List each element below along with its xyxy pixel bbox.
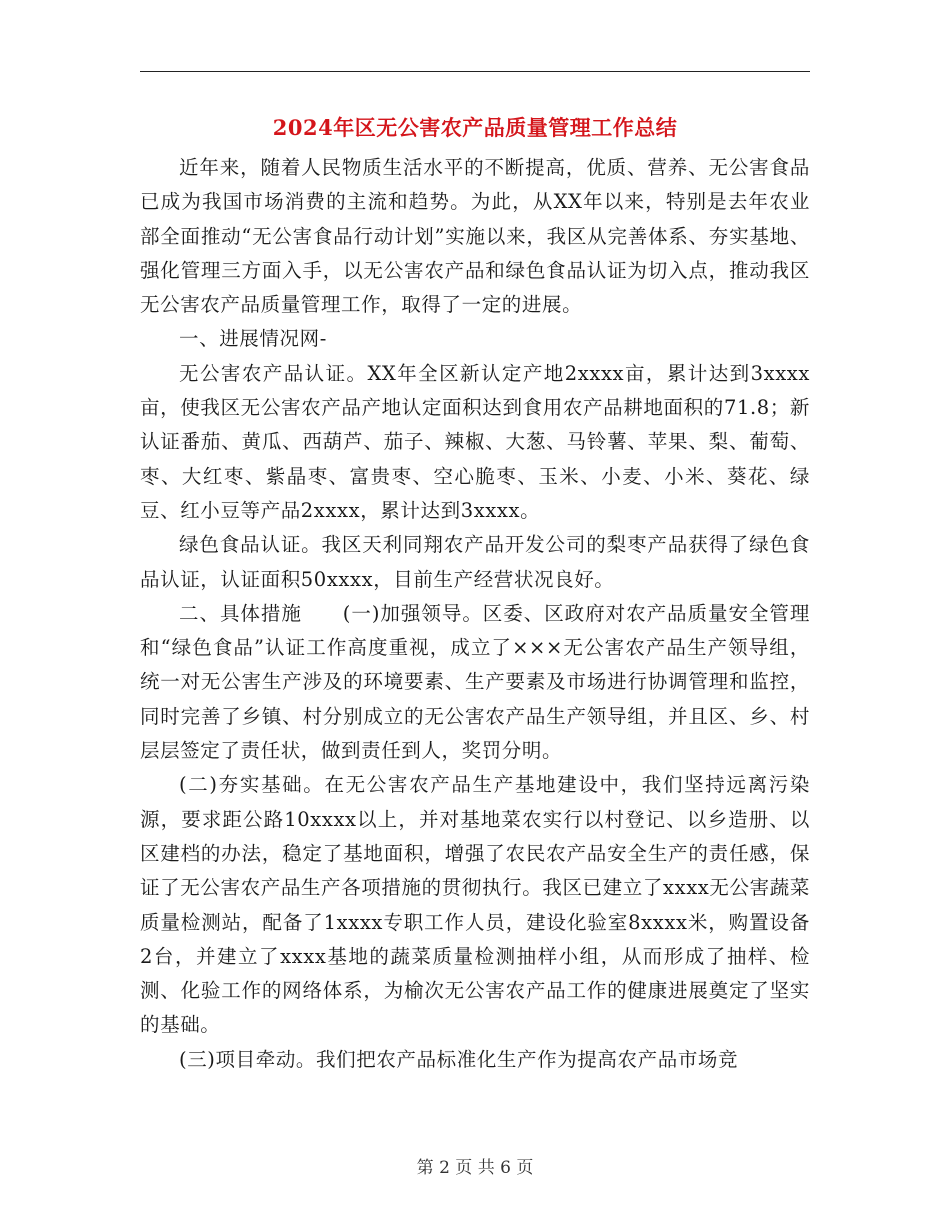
- section-heading-progress: 一、进展情况网-: [179, 327, 327, 351]
- paragraph-measures-leadership: 二、具体措施 (一)加强领导。区委、区政府对农产品质量安全管理和“绿色食品”认证工作高度重视，成立了×××无公害农产品生产领导组，统一对无公害生产涉及的环境要素、生产要素及市场进行协调管理和监控，同时完善了乡镇、村分别成立的无公害农产品生产领导组，并且区、乡、村层层签定了责任状，做到责任到人，奖罚分明。: [140, 601, 810, 763]
- document-title: 2024年区无公害农产品质量管理工作总结: [272, 115, 678, 140]
- paragraph-green-food-certification: 绿色食品认证。我区天利同翔农产品开发公司的梨枣产品获得了绿色食品认证，认证面积50xxxx，目前生产经营状况良好。: [140, 533, 810, 591]
- paragraph-measures-projects: (三)项目牵动。我们把农产品标准化生产作为提高农产品市场竞: [179, 1047, 739, 1071]
- paragraph-measures-foundation: (二)夯实基础。在无公害农产品生产基地建设中，我们坚持远离污染源，要求距公路10xxxx以上，并对基地菜农实行以村登记、以乡造册、以区建档的办法，稳定了基地面积，增强了农民农产品安全生产的责任感，保证了无公害农产品生产各项措施的贯彻执行。我区已建立了xxxx无公害蔬菜质量检测站，配备了1xxxx专职工作人员，建设化验室8xxxx米，购置设备2台，并建立了xxxx基地的蔬菜质量检测抽样小组，从而形成了抽样、检测、化验工作的网络体系，为榆次无公害农产品工作的健康进展奠定了坚实的基础。: [140, 773, 810, 1037]
- document-body: [140, 151, 810, 1077]
- paragraph-pollution-free-certification: 无公害农产品认证。XX年全区新认定产地2xxxx亩，累计达到3xxxx亩，使我区无公害农产品产地认定面积达到食用农产品耕地面积的71.8；新认证番茄、黄瓜、西葫芦、茄子、辣椒、大葱、马铃薯、苹果、梨、葡萄、枣、大红枣、紫晶枣、富贵枣、空心脆枣、玉米、小麦、小米、葵花、绿豆、红小豆等产品2xxxx，累计达到3xxxx。: [140, 361, 810, 522]
- header-rule: [140, 71, 810, 72]
- paragraph-intro: 近年来，随着人民物质生活水平的不断提高，优质、营养、无公害食品已成为我国市场消费的主流和趋势。为此，从XX年以来，特别是去年农业部全面推动“无公害食品行动计划”实施以来，我区从完善体系、夯实基地、强化管理三方面入手，以无公害农产品和绿色食品认证为切入点，推动我区无公害农产品质量管理工作，取得了一定的进展。: [140, 156, 810, 317]
- page-number-footer: 第 2 页 共 6 页: [416, 1158, 534, 1178]
